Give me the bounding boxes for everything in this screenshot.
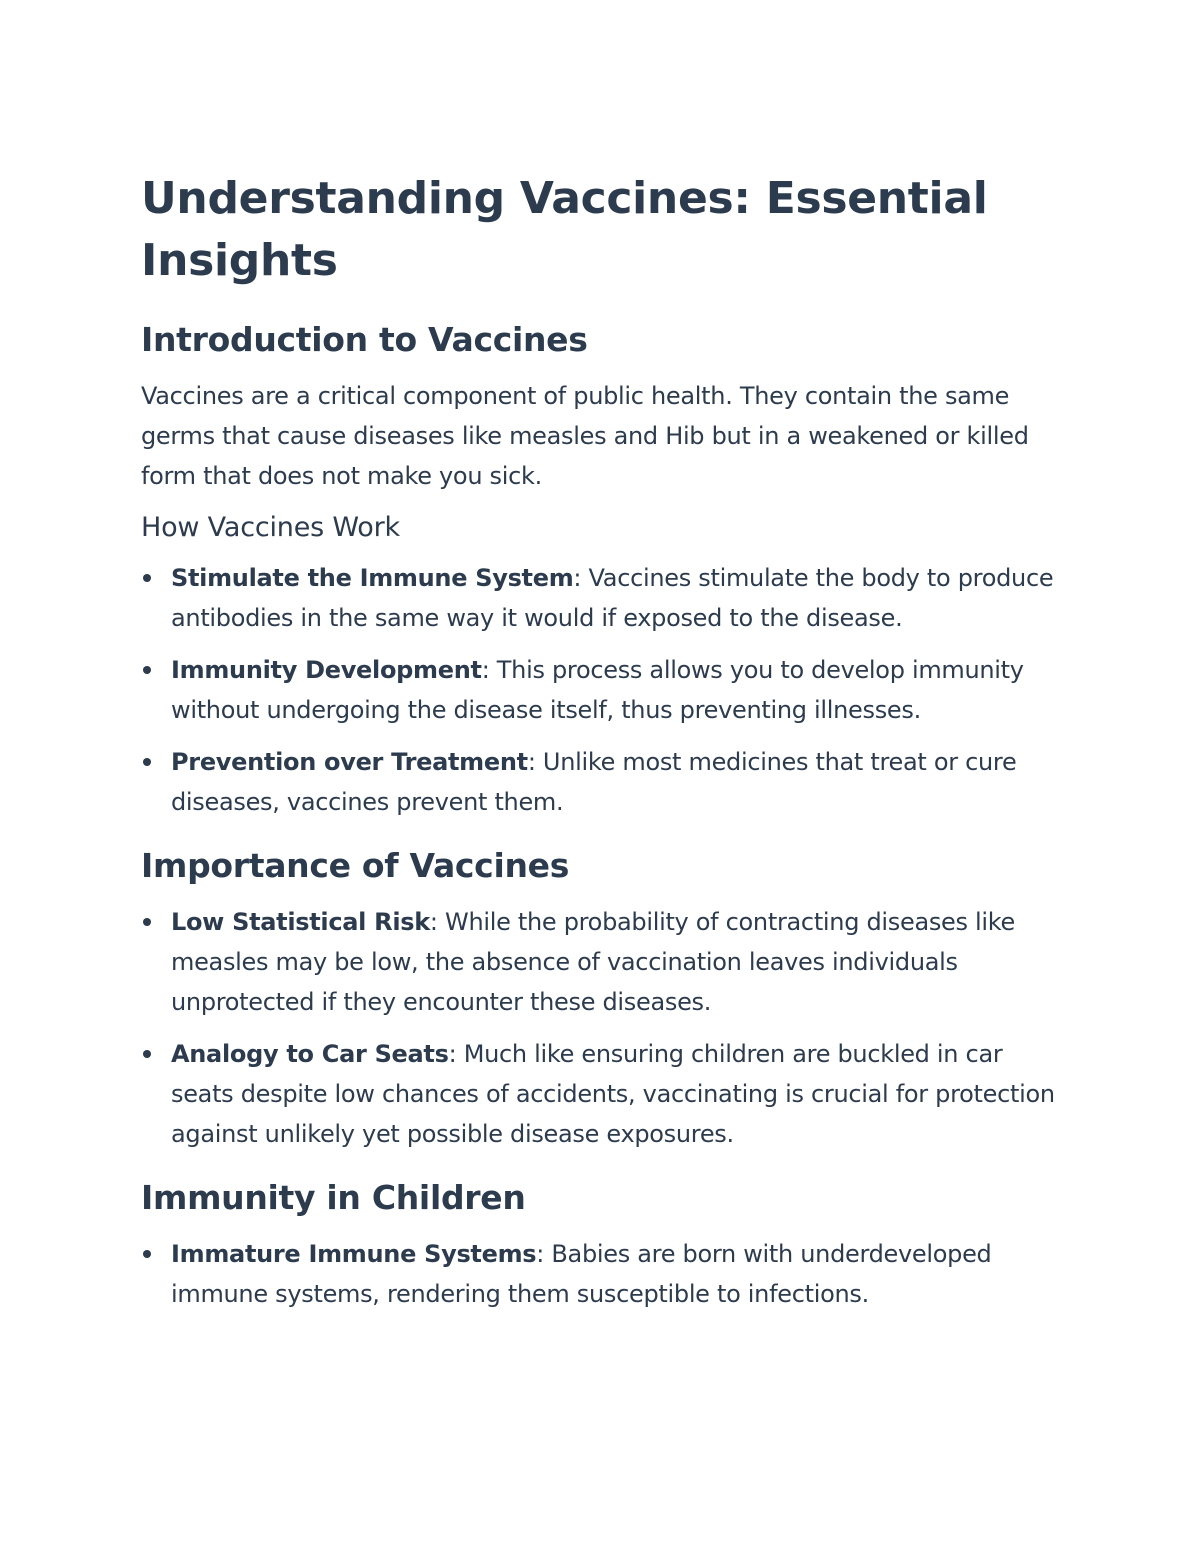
bullet-icon [143, 918, 151, 926]
list-item [141, 1234, 1071, 1314]
section-children [141, 1176, 1071, 1314]
list-item-text: : Unlike most medicines that treat or cure diseases, vaccines prevent them. [171, 748, 1017, 816]
list-item [141, 902, 1071, 1022]
children-list [141, 1234, 1071, 1314]
list-item-term: Prevention over Treatment [171, 748, 528, 776]
list-item-term: Immature Immune Systems [171, 1240, 537, 1268]
list-item-text: : Vaccines stimulate the body to produce antibodies in the same way it would if exposed to the disease. [171, 564, 1054, 632]
list-item-term: Stimulate the Immune System [171, 564, 574, 592]
list-item [141, 650, 1071, 730]
bullet-icon [143, 1250, 151, 1258]
importance-list [141, 902, 1071, 1154]
list-item [141, 558, 1071, 638]
how-vaccines-work-list [141, 558, 1071, 822]
list-item-text: : While the probability of contracting diseases like measles may be low, the absence of vaccination leaves individuals unprotected if they encounter these diseases. [171, 908, 1015, 1016]
list-item-term: Analogy to Car Seats [171, 1040, 449, 1068]
bullet-icon [143, 574, 151, 582]
list-item-term: Immunity Development [171, 656, 482, 684]
list-item-text: : Much like ensuring children are buckled in car seats despite low chances of accidents, vaccinating is crucial for protection against unlikely yet possible disease exposures. [171, 1040, 1055, 1148]
bullet-icon [143, 666, 151, 674]
intro-paragraph: Vaccines are a critical component of public health. They contain the same germs that cause diseases like measles and Hib but in a weakened or killed form that does not make you sick. [141, 382, 1029, 490]
section-heading-introduction: Introduction to Vaccines [141, 320, 588, 359]
page-title: Understanding Vaccines: Essential Insights [141, 173, 988, 286]
list-item [141, 742, 1071, 822]
section-importance [141, 844, 1071, 1154]
list-item-text: : This process allows you to develop immunity without undergoing the disease itself, thus preventing illnesses. [171, 656, 1024, 724]
bullet-icon [143, 1050, 151, 1058]
section-introduction [141, 318, 1071, 822]
list-item [141, 1034, 1071, 1154]
list-item-term: Low Statistical Risk [171, 908, 430, 936]
document-page [141, 168, 1071, 1336]
section-heading-importance: Importance of Vaccines [141, 846, 570, 885]
subheading-how-vaccines-work: How Vaccines Work [141, 512, 400, 543]
bullet-icon [143, 758, 151, 766]
section-heading-children: Immunity in Children [141, 1178, 526, 1217]
list-item-text: : Babies are born with underdeveloped immune systems, rendering them susceptible to infections. [171, 1240, 992, 1308]
